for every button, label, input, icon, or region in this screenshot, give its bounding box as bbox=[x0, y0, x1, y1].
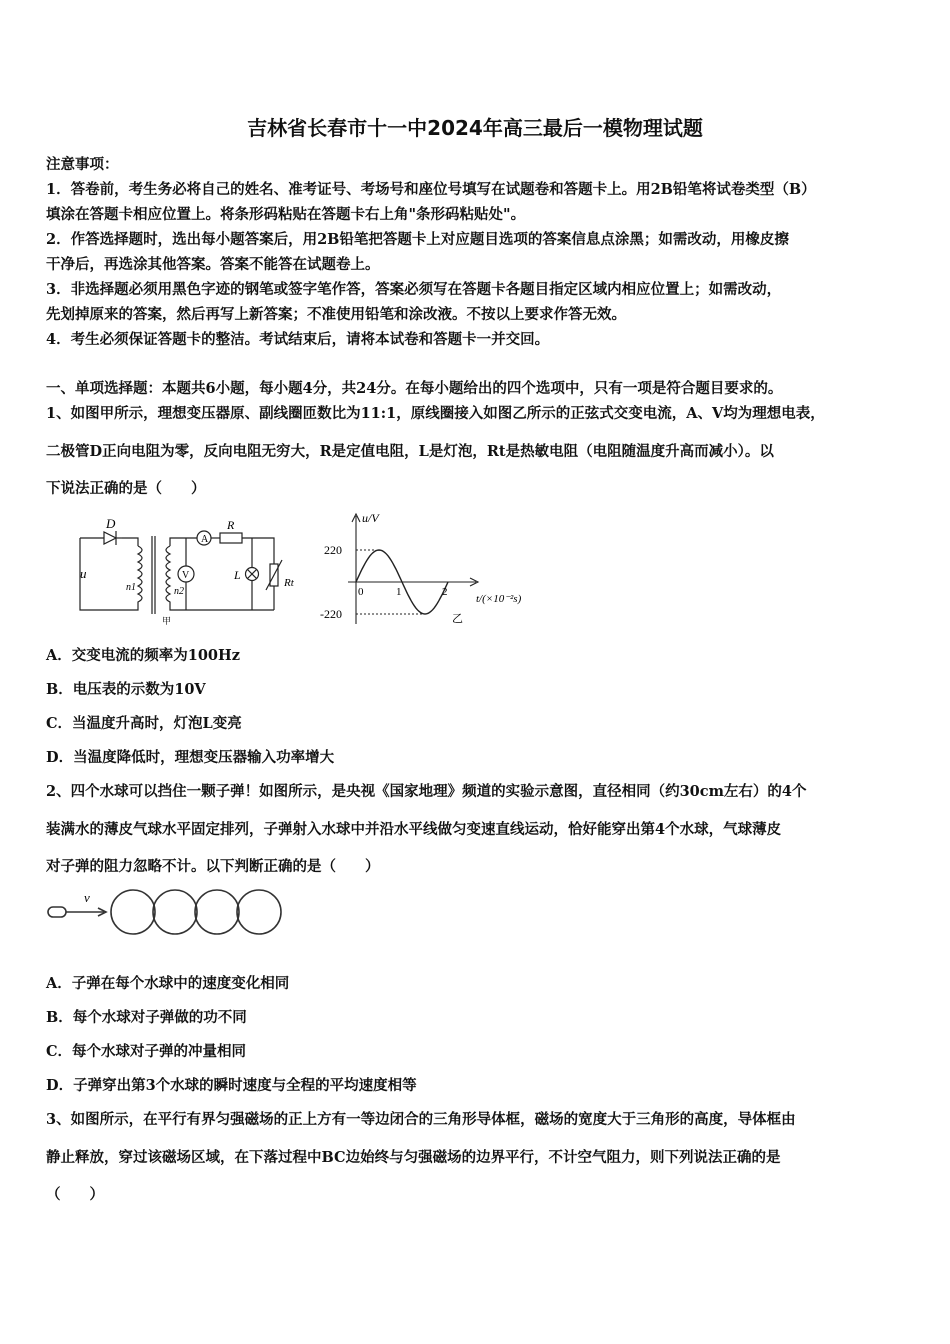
x-tick-1: 1 bbox=[396, 586, 402, 598]
primary-coil-label: n1 bbox=[126, 582, 136, 593]
q1-stem-line: 下说法正确的是（ ） bbox=[46, 480, 206, 497]
q3-stem-line: 3、如图所示，在平行有界匀强磁场的正上方有一等边闭合的三角形导体框，磁场的宽度大于三角形的高度，导体框由 bbox=[46, 1111, 796, 1128]
q2-option-d: D．子弹穿出第3个水球的瞬时速度与全程的平均速度相等 bbox=[46, 1077, 417, 1094]
notice-line: 1．答卷前，考生务必将自己的姓名、准考证号、考场号和座位号填写在试题卷和答题卡上。用2B铅笔将试卷类型（B） bbox=[46, 181, 816, 198]
q1-option-d: D．当温度降低时，理想变压器输入功率增大 bbox=[46, 749, 335, 766]
resistor-label: R bbox=[227, 518, 235, 532]
velocity-label: v bbox=[84, 890, 90, 905]
voltmeter-label: V bbox=[182, 570, 190, 581]
q2-water-balls-figure bbox=[46, 886, 286, 938]
notice-line: 3．非选择题必须用黑色字迹的钢笔或签字笔作答，答案必须写在答题卡各题目指定区域内相应位置上；如需改动， bbox=[46, 281, 782, 298]
q2-option-b: B．每个水球对子弹做的功不同 bbox=[46, 1009, 247, 1026]
q1-option-c: C．当温度升高时，灯泡L变亮 bbox=[46, 715, 242, 732]
section-heading: 一、单项选择题：本题共6小题，每小题4分，共24分。在每小题给出的四个选项中，只有一项是符合题目要求的。 bbox=[46, 380, 783, 397]
y-axis-label: u/V bbox=[362, 511, 379, 525]
q3-stem-line: （ ） bbox=[46, 1186, 104, 1203]
q2-option-c: C．每个水球对子弹的冲量相同 bbox=[46, 1043, 247, 1060]
diode-label: D bbox=[106, 516, 116, 531]
notice-line: 先划掉原来的答案，然后再写上新答案；不准使用铅笔和涂改液。不按以上要求作答无效。 bbox=[46, 306, 626, 323]
thermistor-label: Rt bbox=[284, 577, 294, 589]
x-tick-0: 0 bbox=[358, 586, 364, 598]
q3-stem-line: 静止释放，穿过该磁场区域，在下落过程中BC边始终与匀强磁场的边界平行，不计空气阻力，则下列说法正确的是 bbox=[46, 1149, 781, 1166]
q1-voltage-graph bbox=[318, 508, 548, 628]
q1-option-a: A．交变电流的频率为100Hz bbox=[46, 647, 240, 664]
lamp-label: L bbox=[234, 568, 241, 582]
y-tick-neg220: -220 bbox=[320, 607, 342, 621]
secondary-coil-label: n2 bbox=[174, 586, 184, 597]
q2-option-a: A．子弹在每个水球中的速度变化相同 bbox=[46, 975, 290, 992]
voltage-source-label: u bbox=[80, 566, 87, 581]
ammeter-label: A bbox=[201, 534, 209, 545]
x-axis-label: t/(×10⁻²s) bbox=[476, 593, 522, 605]
x-tick-2: 2 bbox=[442, 586, 448, 598]
notice-line: 4．考生必须保证答题卡的整洁。考试结束后，请将本试卷和答题卡一并交回。 bbox=[46, 331, 550, 348]
notice-line: 2．作答选择题时，选出每小题答案后，用2B铅笔把答题卡上对应题目选项的答案信息点涂黑；如需改动，用橡皮擦 bbox=[46, 231, 789, 248]
q1-stem-line: 1、如图甲所示，理想变压器原、副线圈匝数比为11:1，原线圈接入如图乙所示的正弦式交变电流，A、V均为理想电表， bbox=[46, 405, 825, 422]
q1-option-b: B．电压表的示数为10V bbox=[46, 681, 206, 698]
figure-caption-yi: 乙 bbox=[452, 613, 463, 625]
notice-line: 干净后，再选涂其他答案。答案不能答在试题卷上。 bbox=[46, 256, 380, 273]
q2-stem-line: 装满水的薄皮气球水平固定排列，子弹射入水球中并沿水平线做匀变速直线运动，恰好能穿出第4个水球，气球薄皮 bbox=[46, 821, 782, 838]
y-tick-220: 220 bbox=[324, 543, 342, 557]
page-title: 吉林省长春市十一中2024年高三最后一模物理试题 bbox=[247, 116, 703, 140]
notice-line: 填涂在答题卡相应位置上。将条形码粘贴在答题卡右上角"条形码粘贴处"。 bbox=[46, 206, 526, 223]
q2-stem-line: 对子弹的阻力忽略不计。以下判断正确的是（ ） bbox=[46, 858, 380, 875]
notice-heading: 注意事项： bbox=[46, 156, 119, 173]
figure-caption-jia: 甲 bbox=[162, 616, 172, 626]
q1-stem-line: 二极管D正向电阻为零，反向电阻无穷大，R是定值电阻，L是灯泡，Rt是热敏电阻（电阻随温度升高而减小）。以 bbox=[46, 443, 774, 460]
q1-circuit-figure bbox=[74, 516, 314, 628]
q2-stem-line: 2、四个水球可以挡住一颗子弹！如图所示，是央视《国家地理》频道的实验示意图，直径相同（约30cm左右）的4个 bbox=[46, 783, 807, 800]
